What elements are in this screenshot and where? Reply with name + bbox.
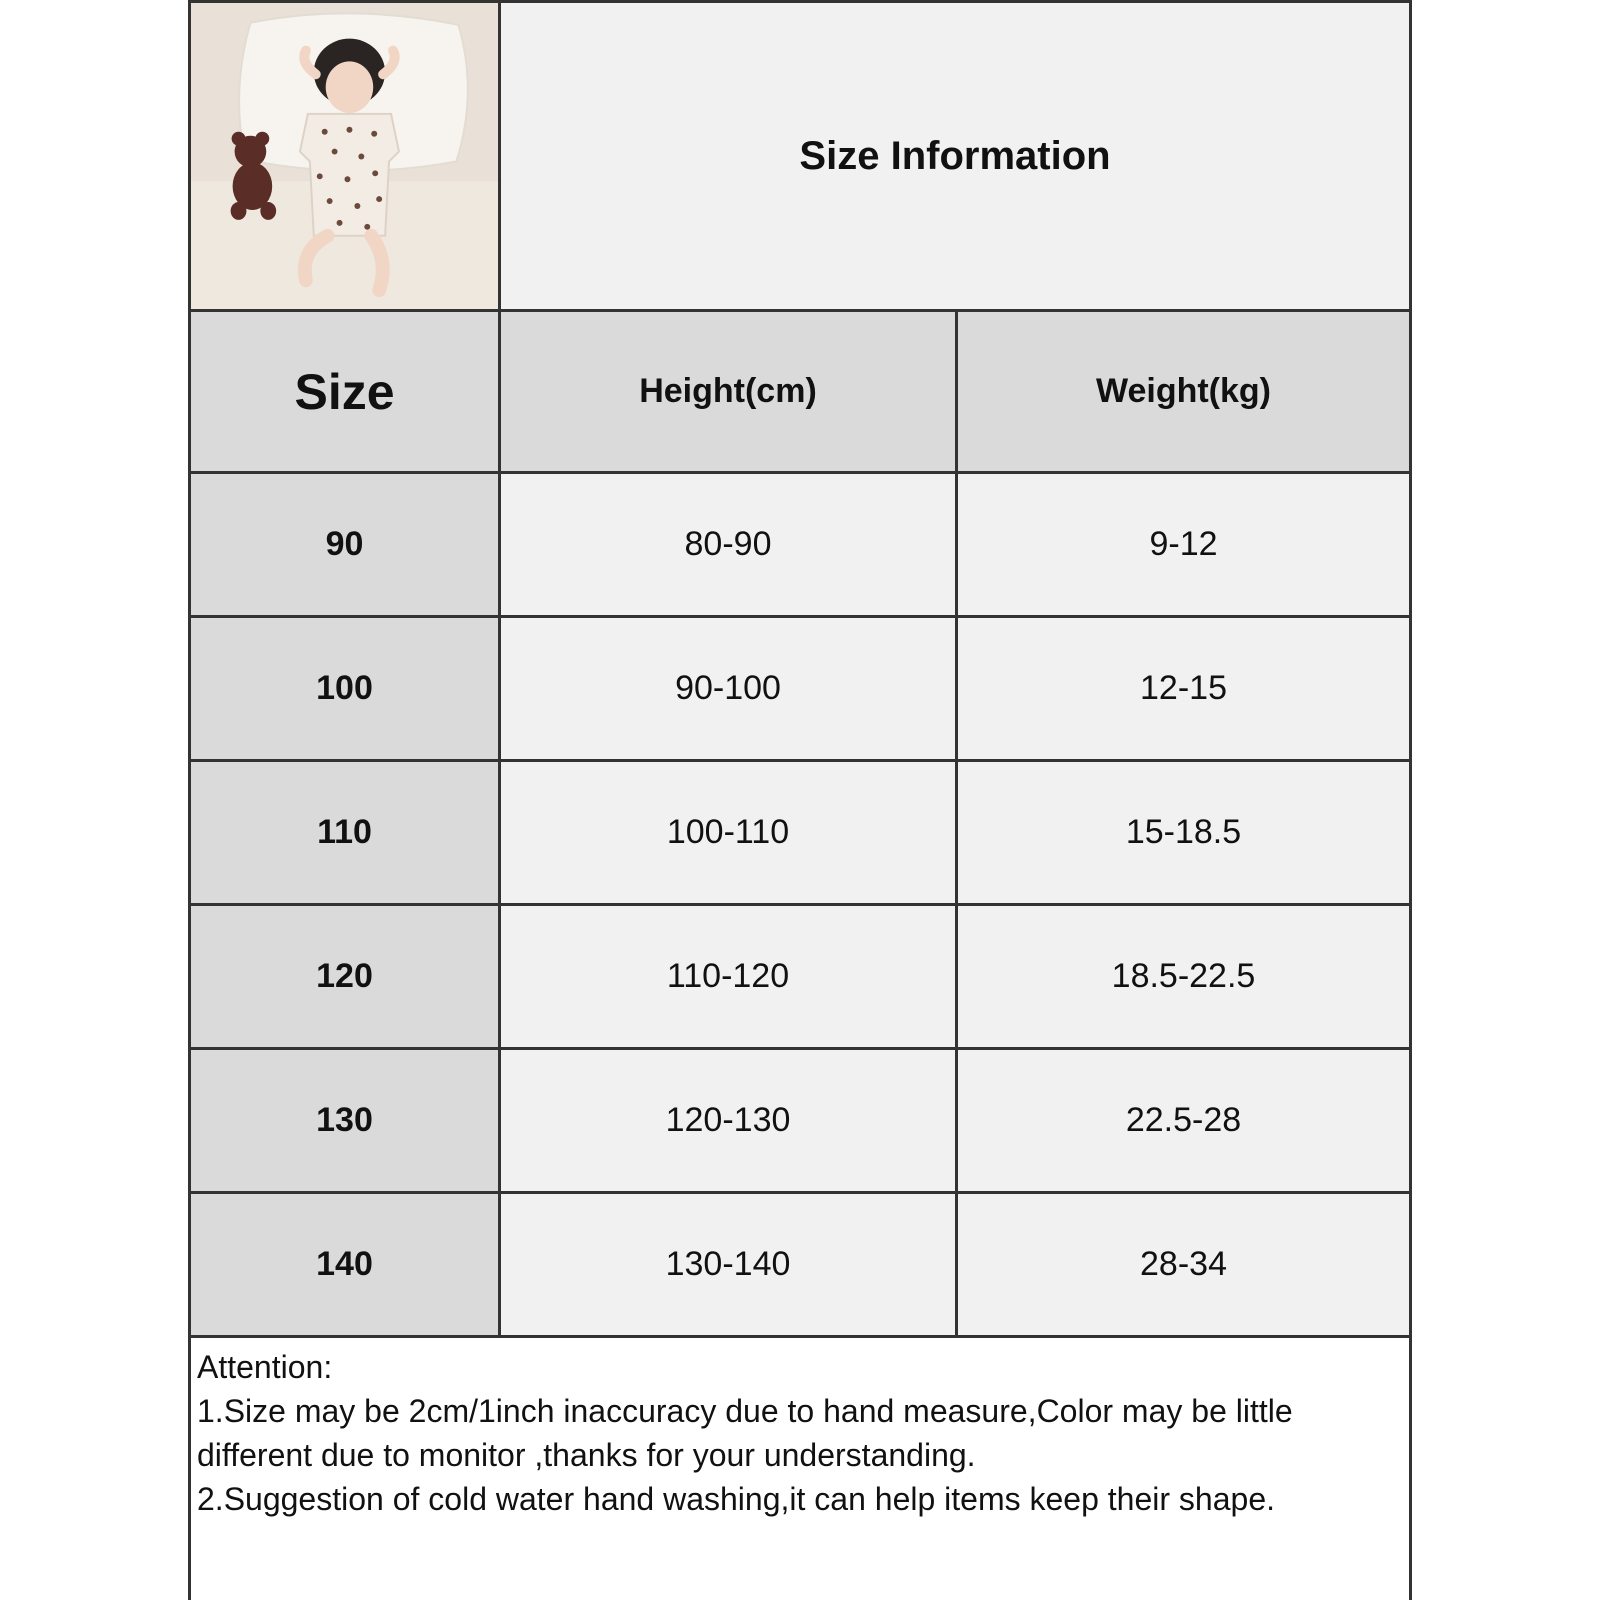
notes-line-2: 2.Suggestion of cold water hand washing,it can help items keep their shape. [197, 1481, 1275, 1517]
height-cell: 100-110 [501, 762, 958, 903]
table-row [191, 1194, 1409, 1338]
height-cell: 130-140 [501, 1194, 958, 1335]
size-table [191, 312, 1409, 1338]
size-cell: 120 [191, 906, 501, 1047]
size-cell: 110 [191, 762, 501, 903]
size-cell: 90 [191, 474, 501, 615]
table-header-row [191, 312, 1409, 474]
notes-heading: Attention: [197, 1349, 333, 1385]
attention-notes [191, 1339, 1409, 1603]
size-cell: 100 [191, 618, 501, 759]
product-photo [191, 3, 501, 312]
size-cell: 130 [191, 1050, 501, 1191]
weight-cell: 28-34 [958, 1194, 1409, 1335]
header-weight: Weight(kg) [958, 312, 1409, 471]
child-sleeping-photo [191, 3, 498, 309]
table-row [191, 1050, 1409, 1194]
header-size: Size [191, 312, 501, 471]
table-row [191, 474, 1409, 618]
weight-cell: 9-12 [958, 474, 1409, 615]
notes-line-1: 1.Size may be 2cm/1inch inaccuracy due to hand measure,Color may be little different due to monitor ,thanks for your understanding. [197, 1393, 1293, 1473]
title-cell [501, 3, 1409, 312]
height-cell: 90-100 [501, 618, 958, 759]
weight-cell: 15-18.5 [958, 762, 1409, 903]
weight-cell: 22.5-28 [958, 1050, 1409, 1191]
page-title: Size Information [799, 133, 1111, 178]
size-chart [188, 0, 1412, 1600]
height-cell: 80-90 [501, 474, 958, 615]
weight-cell: 18.5-22.5 [958, 906, 1409, 1047]
header-height: Height(cm) [501, 312, 958, 471]
size-cell: 140 [191, 1194, 501, 1335]
table-row [191, 618, 1409, 762]
weight-cell: 12-15 [958, 618, 1409, 759]
height-cell: 120-130 [501, 1050, 958, 1191]
table-row [191, 906, 1409, 1050]
height-cell: 110-120 [501, 906, 958, 1047]
table-row [191, 762, 1409, 906]
